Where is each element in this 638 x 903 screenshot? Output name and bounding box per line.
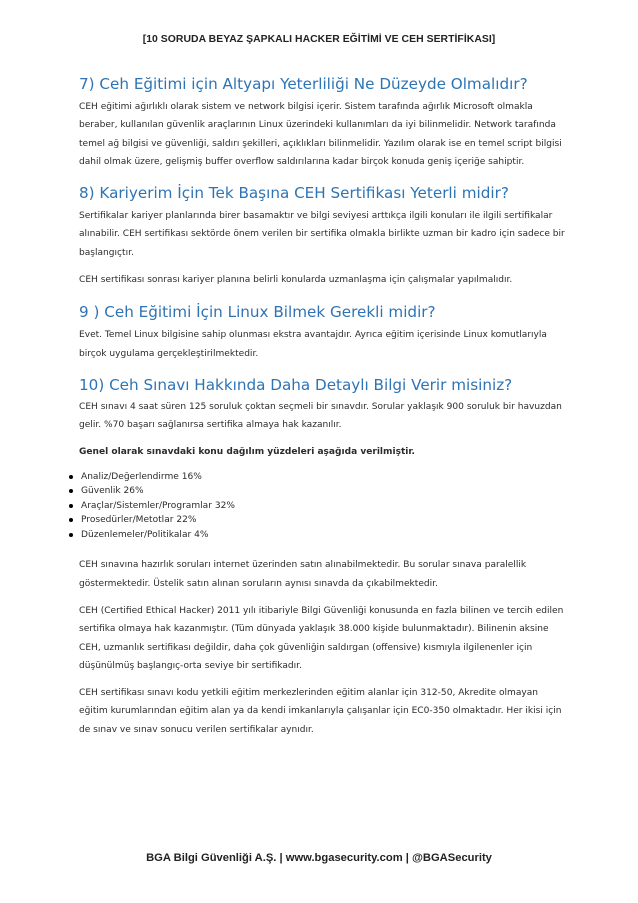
page-header: [10 SORUDA BEYAZ ŞAPKALI HACKER EĞİTİMİ VE CEH SERTİFİKASI] (142, 34, 496, 45)
section-10-distribution-intro: Genel olarak sınavdaki konu dağılım yüzdeleri aşağıda verilmiştir. (79, 446, 415, 457)
document-body (79, 73, 569, 739)
section-7-paragraph: CEH eğitimi ağırlıklı olarak sistem ve network bilgisi içerir. Sistem tarafında ağırlık Microsoft olmakla beraber, kullanılan güvenlik araçlarının Linux üzerindeki kullanımları da iyi bilinmelidir. Network tarafında temel ağ bilgisi ve güvenliği, saldırı şekilleri, açıklıkları bilinmelidir. Yazılım olarak ise en temel script bilgisi dahil olmak üzere, gelişmiş buffer overflow saldırılarına kadar birçok konuda geniş içeriğe sahiptir. (79, 102, 562, 167)
list-item: Prosedürler/Metotlar 22% (69, 513, 569, 528)
section-10-paragraph-3: CEH (Certified Ethical Hacker) 2011 yılı itibariyle Bilgi Güvenliği konusunda en fazla bilinen ve tercih edilen sertifika olmaya hak kazanmıştır. (Tüm dünyada yaklaşık 38.000 kişide bulunmaktadır). Bilinenin aksine CEH, uzmanlık sertifikası değildir, daha çok güvenliğin saldırgan (offensive) kısmıyla ilgilenenler için düşünülmüş başlangıç-orta seviye bir sertifikadır. (79, 605, 564, 671)
section-10-paragraph-4: CEH sertifikası sınavı kodu yetkili eğitim merkezlerinden eğitim alanlar için 312-50, Akredite olmayan eğitim kurumlarından eğitim alan ya da kendi imkanlarıyla çalışanlar için EC0-350 olmaktadır. Her ikisi için de sınav ve sınav sonucu verilen sertifikalar aynıdır. (79, 688, 562, 735)
section-10-heading: 10) Ceh Sınavı Hakkında Daha Detaylı Bilgi Verir misiniz? (79, 375, 513, 394)
section-8-heading: 8) Kariyerim İçin Tek Başına CEH Sertifikası Yeterli midir? (79, 184, 509, 203)
section-8-paragraph-1: Sertifikalar kariyer planlarında birer basamaktır ve bilgi seviyesi arttıkça ilgili konuları ile ilgili sertifikalar alınabilir. CEH sertifikası sektörde önem verilen bir sertifika olmakla birlikte uzman bir kadro için sadece bir başlangıçtır. (79, 211, 565, 258)
section-9-paragraph: Evet. Temel Linux bilgisine sahip olunması ekstra avantajdır. Ayrıca eğitim içerisinde Linux komutlarıyla birçok uygulama gerçekleştirilmektedir. (79, 330, 547, 359)
bullet-icon (69, 518, 73, 522)
page-footer: BGA Bilgi Güvenliği A.Ş. | www.bgasecurity.com | @BGASecurity (146, 852, 492, 864)
list-item: Analiz/Değerlendirme 16% (69, 470, 569, 485)
list-item: Güvenlik 26% (69, 484, 569, 499)
section-10-paragraph-2: CEH sınavına hazırlık soruları internet üzerinden satın alınabilmektedir. Bu sorular sınava paralellik göstermektedir. Üstelik satın alınan soruların aynısı sınavda da çıkabilmektedir. (79, 560, 527, 589)
section-9-heading: 9 ) Ceh Eğitimi İçin Linux Bilmek Gerekli midir? (79, 303, 436, 322)
bullet-icon (69, 533, 73, 537)
bullet-icon (69, 475, 73, 479)
bullet-icon (69, 489, 73, 493)
list-item: Araçlar/Sistemler/Programlar 32% (69, 499, 569, 514)
list-item: Düzenlemeler/Politikalar 4% (69, 528, 569, 543)
section-10-paragraph-1: CEH sınavı 4 saat süren 125 soruluk çoktan seçmeli bir sınavdır. Sorular yaklaşık 900 soruluk bir havuzdan gelir. %70 başarı sağlanırsa sertifika almaya hak kazanılır. (79, 401, 562, 431)
section-7-heading: 7) Ceh Eğitimi için Altyapı Yeterliliği Ne Düzeyde Olmalıdır? (79, 75, 528, 93)
exam-topic-list (79, 470, 569, 543)
bullet-icon (69, 504, 73, 508)
section-8-paragraph-2: CEH sertifikası sonrası kariyer planına belirli konularda uzmanlaşma için çalışmalar yapılmalıdır. (79, 275, 513, 286)
